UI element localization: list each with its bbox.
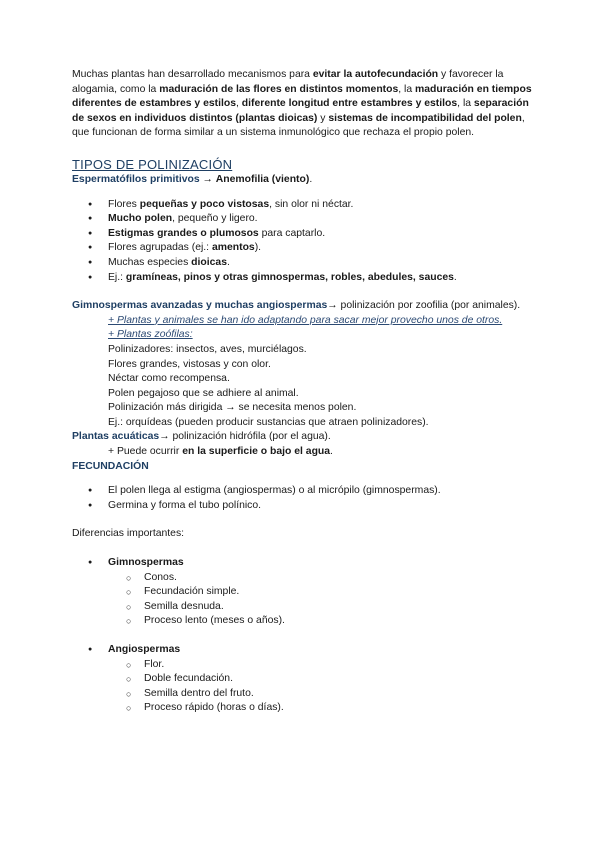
- acuaticas-note: + Puede ocurrir en la superficie o bajo el agua.: [108, 446, 333, 458]
- intro-text: Muchas plantas han desarrollado mecanismos para: [72, 69, 313, 80]
- zoofilas-link[interactable]: + Plantas zoófilas:: [108, 329, 193, 341]
- intro-paragraph: [72, 68, 532, 141]
- intro-bold: diferente longitud entre estambres y estilos: [241, 98, 458, 110]
- fecundacion-list: [72, 484, 532, 513]
- anemofilia-list: [72, 198, 532, 286]
- anemofilia-label: Anemofilia (viento): [215, 173, 310, 185]
- angiospermas-title: Angiospermas: [108, 644, 181, 655]
- intro-bold: evitar la autofecundación: [312, 69, 439, 80]
- intro-bold: sistemas de incompatibilidad del polen: [328, 112, 522, 124]
- fecundacion-heading: FECUNDACIÓN: [72, 460, 149, 472]
- zoofilia-line: Polinizadores: insectos, aves, murciélagos.: [108, 343, 307, 355]
- angiospermas-list: [72, 643, 532, 658]
- adaptation-note: [72, 314, 532, 329]
- intro-bold: maduración de las flores en distintos momentos: [159, 83, 399, 95]
- list-item: ○ Conos.: [72, 571, 532, 586]
- intro-text: y: [317, 112, 329, 124]
- tipos-heading: TIPOS DE POLINIZACIÓN: [72, 156, 233, 172]
- intro-text: , que funcionan de forma similar a un sistema inmunológico que rechaza el propio polen.: [72, 112, 525, 139]
- zoofilia-line: Polinización más dirigida → se necesita menos polen.: [108, 402, 357, 414]
- zoofilia-line: Ej.: orquídeas (pueden producir sustancias que atraen polinizadores).: [108, 416, 429, 428]
- period: .: [309, 173, 313, 185]
- avanzadas-text: → polinización por zoofilia (por animales).: [327, 300, 521, 312]
- list-item: ● Flores pequeñas y poco vistosas, sin olor ni néctar.: [72, 198, 532, 213]
- list-item: ○ Fecundación simple.: [72, 585, 532, 600]
- list-item: [72, 556, 532, 571]
- arrow: →: [199, 173, 216, 185]
- diferencias-label: Diferencias importantes:: [72, 528, 185, 540]
- primitivos-label: Espermatófilos primitivos: [72, 173, 200, 185]
- angiospermas-sublist: [72, 658, 532, 716]
- intro-text: , la: [398, 83, 416, 95]
- list-item: ○ Semilla dentro del fruto.: [72, 687, 532, 702]
- avanzadas-line: [72, 299, 532, 314]
- intro-text: , la: [457, 98, 474, 110]
- zoofilia-line: Néctar como recompensa.: [108, 373, 230, 385]
- list-item: ○ Doble fecundación.: [72, 672, 532, 687]
- zoofilas-note: [72, 328, 532, 343]
- document-page: [72, 68, 532, 716]
- intro-bold: maduración en tiempos diferentes de estambres y estilos: [72, 83, 532, 110]
- list-item: ● Mucho polen, pequeño y ligero.: [72, 212, 532, 227]
- gimnospermas-title: Gimnospermas: [108, 557, 184, 569]
- zoofilia-line: Polen pegajoso que se adhiere al animal.: [108, 387, 299, 399]
- adaptation-link[interactable]: + Plantas y animales se han ido adaptando para sacar mejor provecho unos de otros.: [108, 314, 503, 326]
- gimnospermas-sublist: [72, 571, 532, 629]
- list-item: ○ Semilla desnuda.: [72, 600, 532, 615]
- list-item: ○ Proceso lento (meses o años).: [72, 614, 532, 629]
- list-item: ○ Proceso rápido (horas o días).: [72, 701, 532, 716]
- avanzadas-label: Gimnospermas avanzadas y muchas angiospermas: [72, 300, 328, 312]
- list-item: ● Flores agrupadas (ej.: amentos).: [72, 241, 532, 256]
- intro-bold: separación de sexos en individuos distintos (plantas dioicas): [72, 98, 529, 124]
- list-item: ● Estigmas grandes o plumosos para captarlo.: [72, 227, 532, 242]
- list-item: ○ Flor.: [72, 658, 532, 673]
- gimnospermas-list: [72, 556, 532, 571]
- primitivos-line: [72, 173, 532, 188]
- list-item: ● Muchas especies dioicas.: [72, 256, 532, 271]
- acuaticas-text: → polinización hidrófila (por el agua).: [159, 431, 331, 443]
- acuaticas-label: Plantas acuáticas: [72, 431, 160, 443]
- list-item: ● El polen llega al estigma (angiospermas) o al micrópilo (gimnospermas).: [72, 484, 532, 499]
- intro-text: y favorecer la alogamia, como la: [72, 69, 504, 95]
- list-item: ● Germina y forma el tubo polínico.: [72, 499, 532, 514]
- acuaticas-line: [72, 430, 532, 445]
- intro-text: ,: [236, 98, 242, 110]
- list-item: ● Ej.: gramíneas, pinos y otras gimnospermas, robles, abedules, sauces.: [72, 271, 532, 286]
- zoofilia-line: Flores grandes, vistosas y con olor.: [108, 358, 271, 370]
- list-item: [72, 643, 532, 658]
